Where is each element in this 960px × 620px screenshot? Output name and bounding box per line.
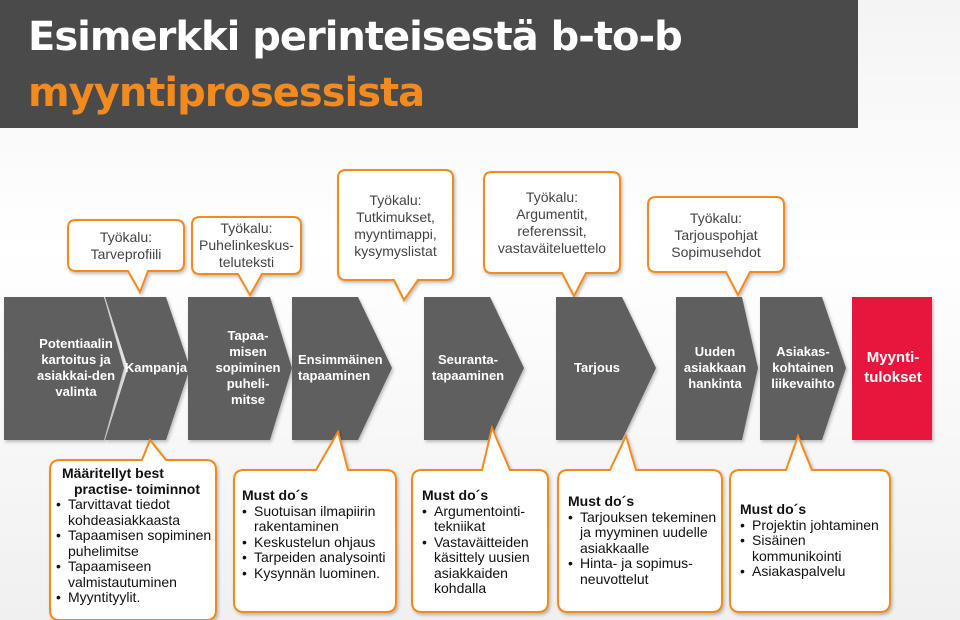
tool-text-2 (194, 218, 299, 273)
list-item: • Hinta- ja sopimus-neuvottelut (568, 556, 724, 587)
box-heading-2: practise- toiminnot (74, 480, 201, 497)
step-9-label: Myynti-tulokset (864, 349, 922, 386)
tool-value: Puhelinkeskus-teluteksti (199, 237, 294, 270)
step-2-label: Kampanja (124, 360, 188, 375)
box-heading: Must do´s (242, 487, 309, 503)
tool-label: Työkalu: (99, 228, 153, 245)
tool-value: Tarjouspohjat Sopimusehdot (671, 226, 761, 260)
list-item: • Asiakaspalvelu (740, 564, 888, 580)
step-1-label: Potentiaalin kartoitus ja asiakkai-den valinta (36, 336, 116, 399)
step-4-label: Ensimmäinen tapaaminen (298, 352, 383, 383)
tool-text-1 (70, 221, 182, 270)
tool-label: Työkalu: (689, 209, 743, 226)
must-dos-box-5 (740, 502, 888, 580)
list-item: • Argumentointi-tekniikat (422, 504, 546, 535)
tool-value: Tutkimukset, myyntimappi, kysymyslistat (354, 209, 437, 259)
list-item: • Keskustelun ohjaus (242, 535, 392, 551)
box-list (568, 510, 724, 588)
list-item: • Tapaamisen sopiminen puhelimitse (56, 528, 214, 559)
tool-label: Työkalu: (220, 220, 273, 236)
tool-label: Työkalu: (369, 192, 422, 208)
title-line-2: myyntiprosessista (28, 70, 425, 116)
list-item: • Tarvittavat tiedot kohdeasiakkaasta (56, 497, 214, 528)
must-dos-box-3 (422, 488, 546, 597)
step-8-label: Asiakas-kohtainen liikevaihto (771, 344, 835, 391)
box-list (422, 504, 546, 597)
list-item: • Tapaamiseen valmistautuminen (56, 559, 214, 590)
step-6-label: Tarjous (574, 360, 620, 375)
box-heading: Must do´s (740, 501, 807, 517)
tool-text-3 (340, 180, 451, 272)
list-item: • Vastaväitteiden käsittely uusien asiakkaiden kohdalla (422, 535, 546, 597)
title-line-1: Esimerkki perinteisestä b-to-b (28, 14, 682, 60)
box-list (740, 518, 888, 580)
box-list (56, 497, 214, 606)
step-3-label: Tapaa-misen sopiminen puheli-mitse (215, 328, 281, 407)
best-practice-box (56, 466, 214, 606)
step-7-label: Uuden asiakkaan hankinta (683, 344, 747, 391)
list-item: • Sisäinen kommunikointi (740, 533, 888, 564)
tool-text-5 (650, 200, 782, 270)
box-heading: Must do´s (568, 493, 635, 509)
tool-value: Tarveprofiili (90, 245, 162, 262)
tool-label: Työkalu: (525, 189, 579, 205)
box-heading: Määritellyt best (62, 465, 164, 481)
list-item: • Kysynnän luominen. (242, 566, 392, 582)
list-item: • Tarpeiden analysointi (242, 550, 392, 566)
box-list (242, 504, 392, 582)
list-item: • Tarjouksen tekeminen ja myyminen uudelle asiakkaalle (568, 510, 724, 557)
list-item: • Projektin johtaminen (740, 518, 888, 534)
tool-text-4 (486, 178, 618, 268)
step-5-label: Seuranta-tapaaminen (431, 352, 505, 383)
must-dos-box-2 (242, 488, 392, 581)
must-dos-box-4 (568, 494, 724, 587)
tool-value: Argumentit, referenssit, vastaväiteluettelo (497, 206, 607, 256)
list-item: • Suotuisan ilmapiirin rakentaminen (242, 504, 392, 535)
box-heading: Must do´s (422, 487, 489, 503)
list-item: • Myyntityylit. (56, 590, 214, 606)
